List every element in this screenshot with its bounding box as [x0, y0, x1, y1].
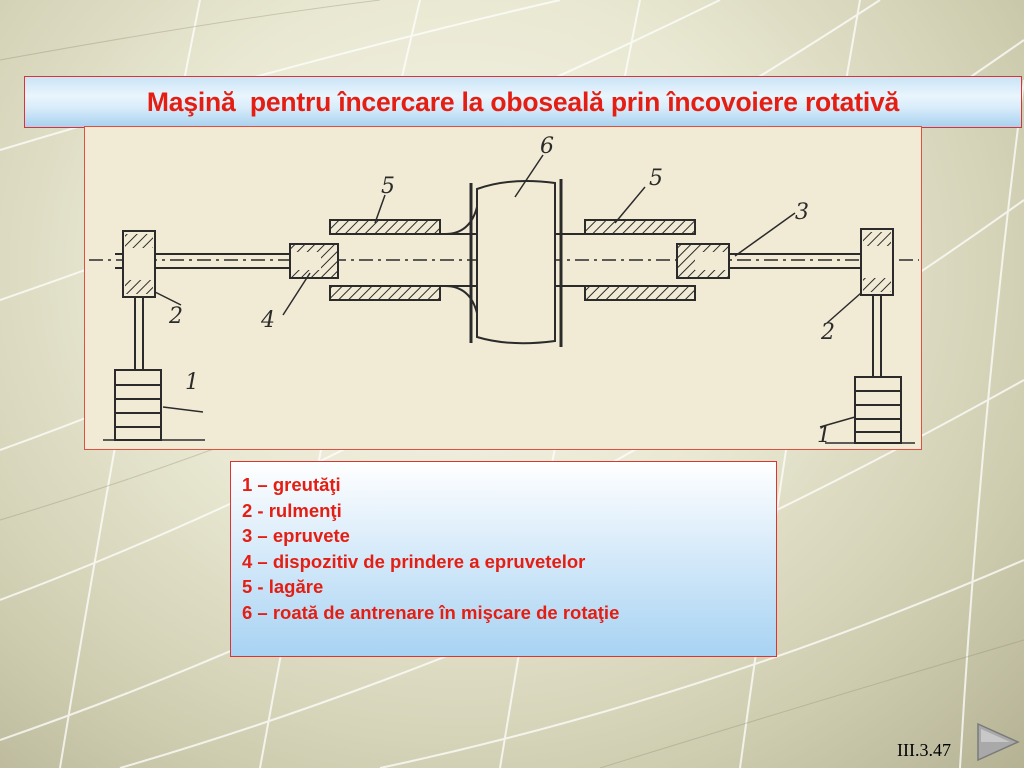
legend-item-specimens: 3 – epruvete [242, 525, 350, 546]
legend-item-drive-wheel: 6 – roată de antrenare în mişcare de rotaţie [242, 601, 620, 623]
legend-item-specimen-holder: 4 – dispozitiv de prindere a epruvetelor [242, 550, 586, 572]
legend-item-bearings: 2 - rulmenţi [242, 499, 342, 521]
callout-2-left: 2 [169, 304, 183, 329]
callout-1-right: 1 [817, 423, 831, 448]
legend-item-housings: 5 - lagăre [242, 576, 324, 597]
next-slide-button[interactable] [976, 722, 1020, 762]
right-housing-bottom [585, 286, 695, 300]
callout-4: 4 [261, 308, 275, 333]
callout-5-left: 5 [381, 174, 395, 199]
drive-wheel [477, 181, 555, 343]
title-banner [24, 76, 1022, 128]
slide-title: Maşină pentru încercare la oboseală prin încovoiere rotativă [146, 86, 900, 117]
right-weight [855, 377, 901, 443]
callout-1-left: 1 [185, 370, 199, 395]
machine-diagram-panel [84, 126, 922, 450]
callout-3: 3 [795, 200, 809, 225]
left-housing-top [330, 220, 440, 234]
callout-6: 6 [540, 134, 554, 159]
triangle-right-icon [978, 724, 1018, 760]
right-housing-top [585, 220, 695, 234]
callout-2-right: 2 [821, 320, 835, 345]
left-housing-bottom [330, 286, 440, 300]
legend-box [230, 461, 777, 657]
slide-number: III.3.47 [897, 740, 951, 760]
left-weight [115, 370, 161, 440]
legend-item-weights: 1 – greutăţi [242, 474, 341, 495]
machine-diagram [85, 127, 922, 450]
callout-5-right: 5 [649, 166, 663, 191]
